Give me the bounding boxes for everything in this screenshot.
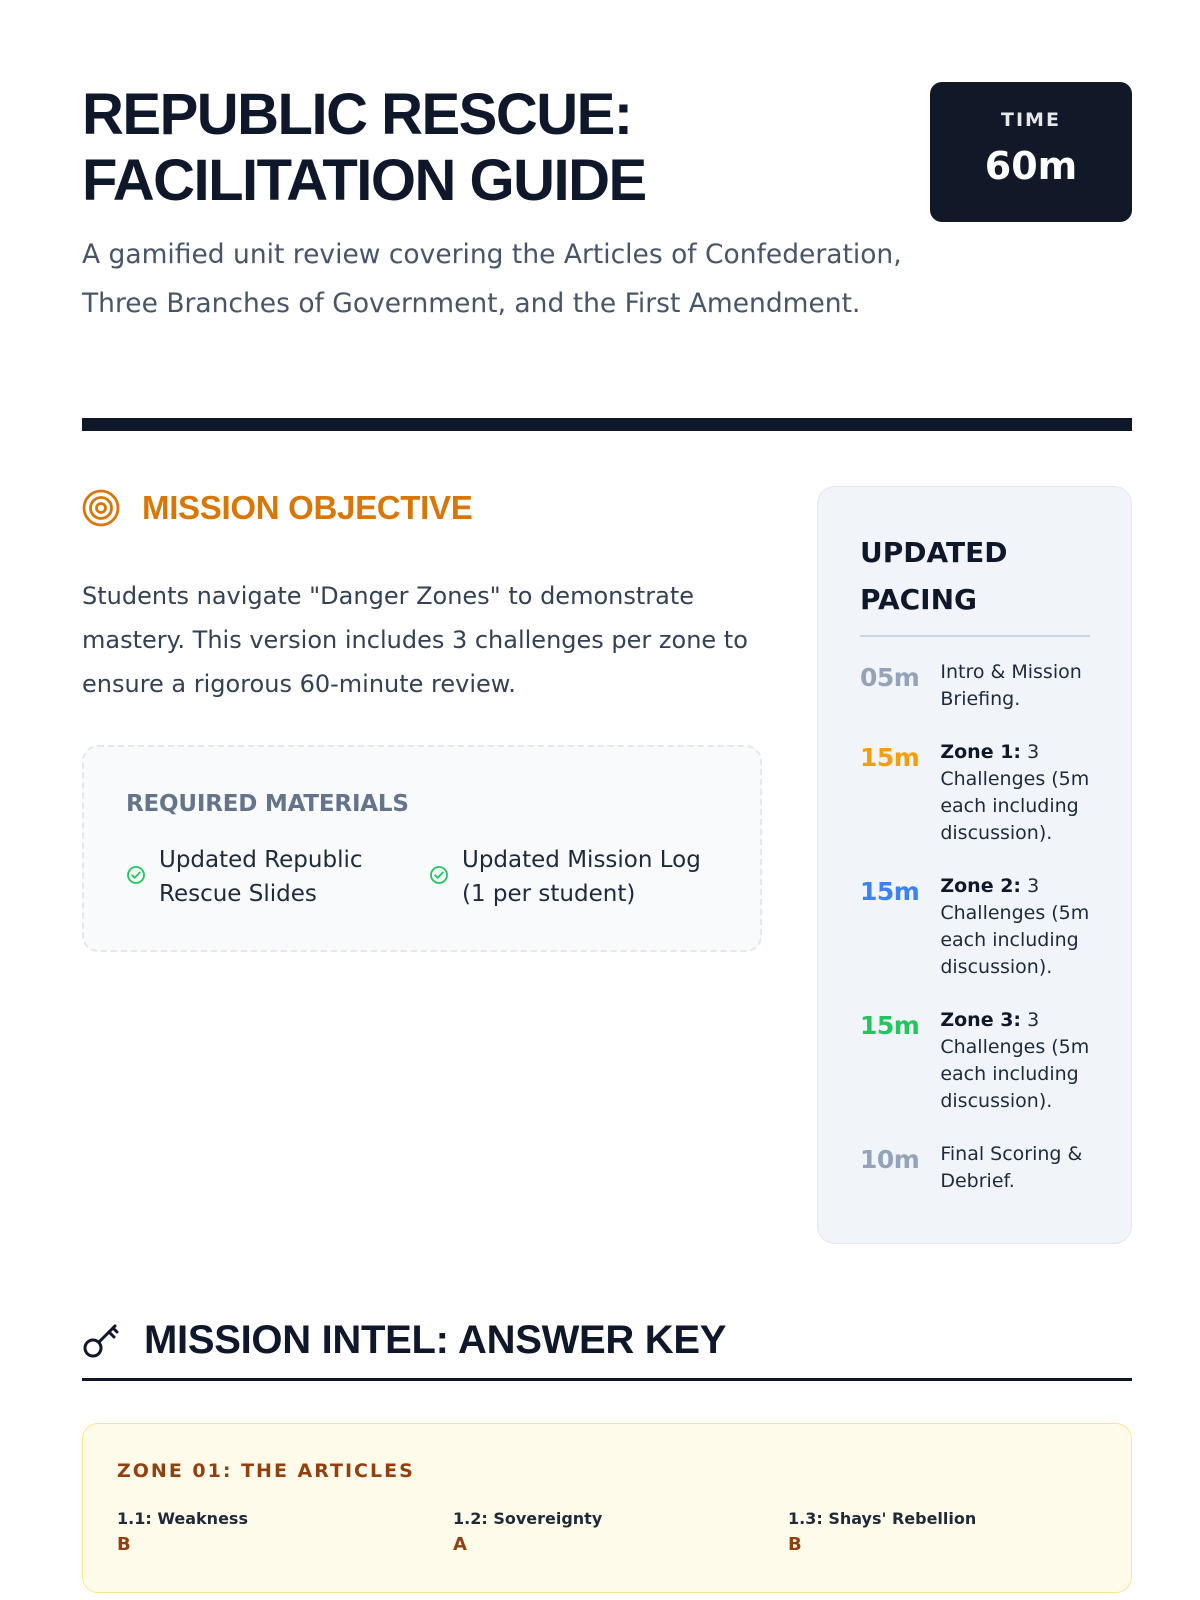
- answer-item: [453, 1508, 602, 1560]
- pacing-time: 15m: [860, 743, 920, 772]
- mission-objective-title: MISSION OBJECTIVE: [142, 489, 473, 526]
- time-badge-label: TIME: [1001, 109, 1061, 131]
- pacing-description-text: 3 Challenges (5m each including discussion).: [940, 875, 1090, 978]
- pacing-row: [860, 659, 1100, 713]
- material-item-label: Updated Republic Rescue Slides: [159, 847, 363, 907]
- pacing-row: [860, 739, 1100, 847]
- pacing-card: [817, 486, 1132, 1244]
- mission-objective-text: Students navigate "Danger Zones" to demonstrate mastery. This version includes 3 challenges per zone to ensure a rigorous 60-minute review.: [82, 582, 748, 698]
- pacing-description-text: Final Scoring & Debrief.: [940, 1143, 1083, 1192]
- pacing-time: 15m: [860, 1011, 920, 1040]
- required-materials-title: REQUIRED MATERIALS: [126, 791, 409, 817]
- header-divider: [82, 418, 1132, 431]
- answer-letter: B: [117, 1534, 131, 1555]
- pacing-description: [940, 739, 1100, 847]
- pacing-row: [860, 1141, 1100, 1195]
- time-badge-value: 60m: [984, 144, 1078, 188]
- answer-item: [117, 1508, 248, 1560]
- answer-item: [788, 1508, 976, 1560]
- page-title: [82, 82, 882, 214]
- mission-objective-heading: [82, 488, 472, 528]
- answer-key-divider: [82, 1378, 1132, 1381]
- pacing-description-text: 3 Challenges (5m each including discussion).: [940, 741, 1090, 844]
- check-circle-icon: [126, 865, 146, 885]
- answer-key-heading: [82, 1318, 726, 1362]
- page-subtitle: A gamified unit review covering the Articles of Confederation, Three Branches of Government, and the First Amendment.: [82, 239, 902, 319]
- pacing-divider: [860, 635, 1090, 637]
- pacing-description: [940, 1141, 1100, 1195]
- page-title-line-1: REPUBLIC RESCUE:: [82, 82, 632, 147]
- material-item: [429, 843, 729, 911]
- pacing-description: [940, 873, 1100, 981]
- answer-question: 1.3: Shays' Rebellion: [788, 1509, 977, 1528]
- pacing-time: 10m: [860, 1145, 920, 1174]
- target-icon: [82, 489, 120, 527]
- pacing-time: 05m: [860, 663, 920, 692]
- pacing-row: [860, 873, 1100, 981]
- pacing-zone-label: Zone 3:: [940, 1009, 1022, 1031]
- answer-letter: A: [453, 1534, 467, 1555]
- pacing-description: [940, 1007, 1100, 1115]
- pacing-row: [860, 1007, 1100, 1115]
- guide-header: [82, 82, 1132, 382]
- pacing-time: 15m: [860, 877, 920, 906]
- pacing-description: [940, 659, 1100, 713]
- pacing-title: UPDATED PACING: [860, 536, 1008, 616]
- time-badge: [930, 82, 1132, 222]
- material-item-label: Updated Mission Log (1 per student): [462, 847, 701, 907]
- page-title-line-2: FACILITATION GUIDE: [82, 148, 646, 213]
- material-item: [126, 843, 396, 911]
- zone-answer-card: [82, 1423, 1132, 1593]
- pacing-description-text: 3 Challenges (5m each including discussion).: [940, 1009, 1090, 1112]
- key-icon: [82, 1320, 122, 1360]
- required-materials-box: [82, 745, 762, 952]
- pacing-zone-label: Zone 1:: [940, 741, 1022, 763]
- answer-question: 1.2: Sovereignty: [453, 1509, 603, 1528]
- pacing-description-text: Intro & Mission Briefing.: [940, 661, 1082, 710]
- pacing-zone-label: Zone 2:: [940, 875, 1022, 897]
- check-circle-icon: [429, 865, 449, 885]
- answer-question: 1.1: Weakness: [117, 1509, 248, 1528]
- zone-title: ZONE 01: THE ARTICLES: [117, 1460, 415, 1482]
- answer-letter: B: [788, 1534, 802, 1555]
- answer-key-title: MISSION INTEL: ANSWER KEY: [144, 1317, 727, 1362]
